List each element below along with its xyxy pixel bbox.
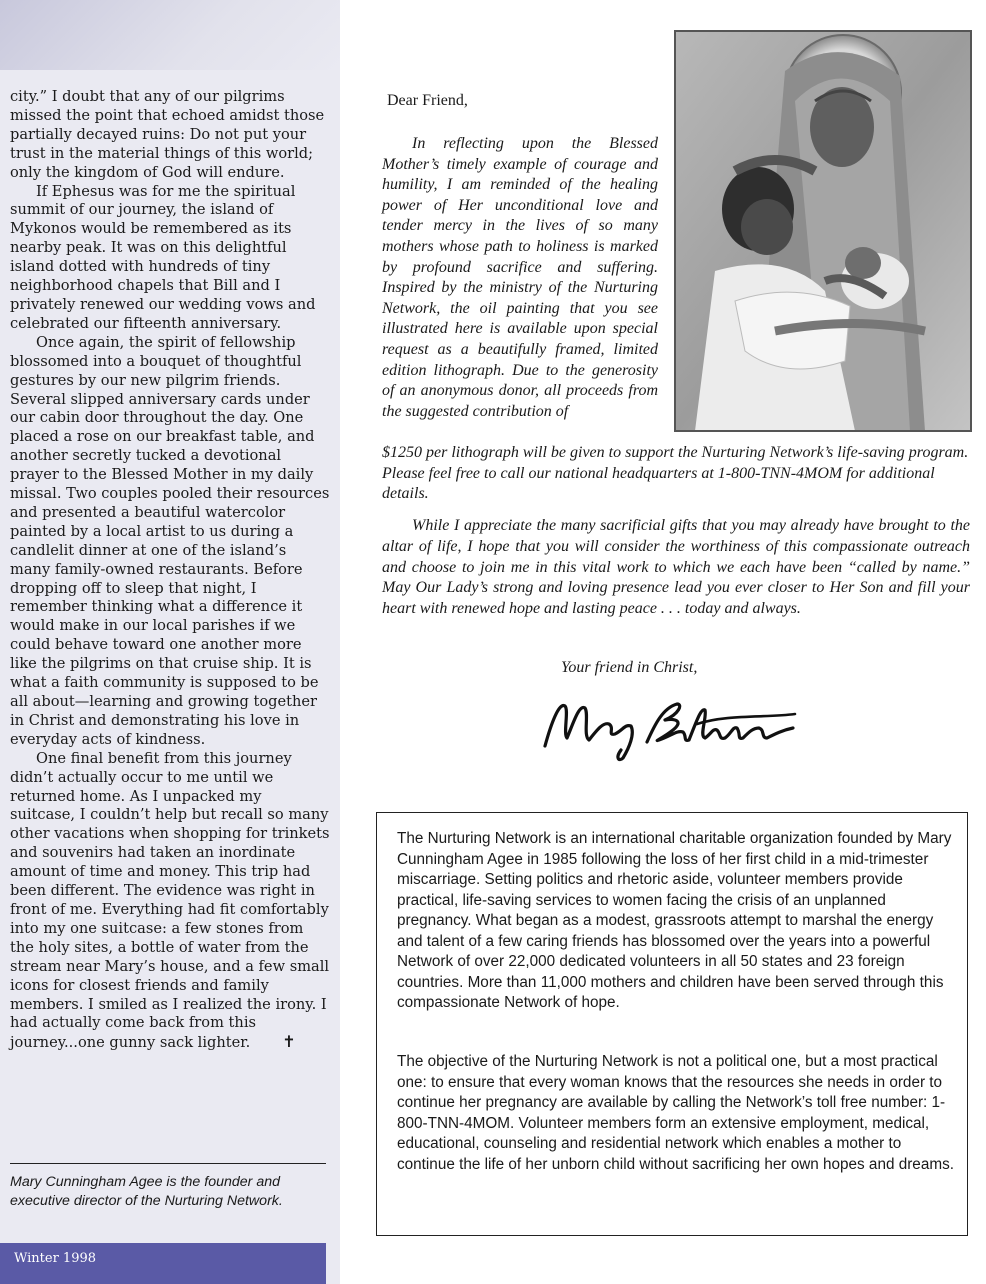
cross-icon: ✝: [282, 1032, 296, 1052]
issue-date: Winter 1998: [14, 1251, 97, 1266]
letter-paragraph-1-text: In reflecting upon the Blessed Mother’s timely example of courage and humility, I am reminded of the healing power of Her unconditional love and tender mercy in the lives of so many mothers whose path to holiness is marked by profound sacrifice and suffering. Inspired by the ministry of the Nurturing Network, the oil painting that you see illustrated here is available upon special request as a beautifully framed, limited edition lithograph. Due to the generosity of an anonymous donor, all proceeds from the suggested contribution of: [382, 135, 658, 420]
bio-divider: [10, 1163, 326, 1164]
letter-closing: Your friend in Christ,: [561, 659, 698, 676]
article-column: [10, 88, 330, 1053]
article-paragraph: If Ephesus was for me the spiritual summit of our journey, the island of Mykonos would be remembered as its nearby peak. It was on this delightful island dotted with hundreds of tiny neighborhood chapels that Bill and I privately renewed our wedding vows and celebrated our fifteenth anniversary.: [10, 182, 316, 332]
corner-tint: [0, 0, 340, 70]
article-paragraph: city.” I doubt that any of our pilgrims missed the point that echoed amidst those partially decayed ruins: Do not put your trust in the material things of this world; only the kingdom of God will endure.: [10, 88, 325, 181]
letter-paragraph-2-text: While I appreciate the many sacrificial gifts that you may already have brought to the altar of life, I hope that you will consider the worthiness of this compassionate outreach and choose to join me in this vital work to which we each have been “called by name.” May Our Lady’s strong and loving presence lead you ever closer to Her Son and fill your heart with renewed hope and lasting peace . . . today and always.: [382, 517, 970, 618]
info-paragraph-2: The objective of the Nurturing Network is not a political one, but a most practical one: to ensure that every woman knows that the resources she needs in order to continue her pregnancy are available by calling the Network’s toll free number: 1-800-TNN-4MOM. Volunteer members form an extensive employment, medical, educational, counseling and residential network which enables a mother to continue the life of her unborn child without sacrificing her own hopes and dreams.: [397, 1053, 954, 1173]
letter-paragraph-1-continued: $1250 per lithograph will be given to support the Nurturing Network’s life-saving program. Please feel free to call our national headquarters at 1-800-TNN-4MOM for additional details.: [382, 444, 969, 503]
signature-image: [537, 684, 801, 764]
info-paragraph-1: The Nurturing Network is an international charitable organization founded by Mary Cunningham Agee in 1985 following the loss of her first child in a mid-trimester miscarriage. Setting politics and rhetoric aside, volunteer members provide practical, life-saving services to women facing the crisis of an unplanned pregnancy. What began as a modest, grassroots attempt to marshal the energy and talent of a few caring friends has blossomed over the years into a powerful Network of over 22,000 dedicated volunteers in all 50 states and 23 foreign countries. More than 11,000 mothers and children have been served through this compassionate Network of hope.: [397, 830, 952, 1011]
article-paragraph-last: [10, 750, 330, 1054]
letter-paragraph-1: [382, 134, 658, 422]
letter-paragraph-2: [382, 516, 970, 620]
painting-illustration: [675, 31, 971, 431]
madonna-painting-image: [674, 30, 972, 432]
article-paragraph: Once again, the spirit of fellowship blossomed into a bouquet of thoughtful gestures by our new pilgrim friends. Several slipped anniversary cards under our cabin door throughout the day. One placed a rose on our breakfast table, and another secretly tucked a devotional prayer to the Blessed Mother in my daily missal. Two couples pooled their resources and presented a beautiful watercolor painted by a local artist to us during a candlelit dinner at one of the island’s many family-owned restaurants. Before dropping off to sleep that night, I remember thinking what a difference it would make in our local parishes if we could behave toward one another more like the pilgrims on that cruise ship. It is what a faith community is supposed to be all about—learning and growing together in Christ and demonstrating his love in everyday acts of kindness.: [10, 333, 330, 748]
article-paragraph-text: One final benefit from this journey didn’t actually occur to me until we returned home. As I unpacked my suitcase, I couldn’t help but recall so many other vacations when shopping for trinkets and souvenirs had taken an inordinate amount of time and money. This trip had been different. The evidence was right in front of me. Everything had fit comfortably into my one suitcase: a few stones from the holy sites, a bottle of water from the stream near Mary’s house, and a few small icons for closest friends and family members. I smiled as I realized the irony. I had actually come back from this journey...one gunny sack lighter.: [10, 749, 330, 1052]
handwritten-signature: [537, 684, 801, 764]
author-bio: Mary Cunningham Agee is the founder and executive director of the Nurturing Network.: [10, 1174, 283, 1209]
letter-greeting: Dear Friend,: [387, 92, 468, 109]
